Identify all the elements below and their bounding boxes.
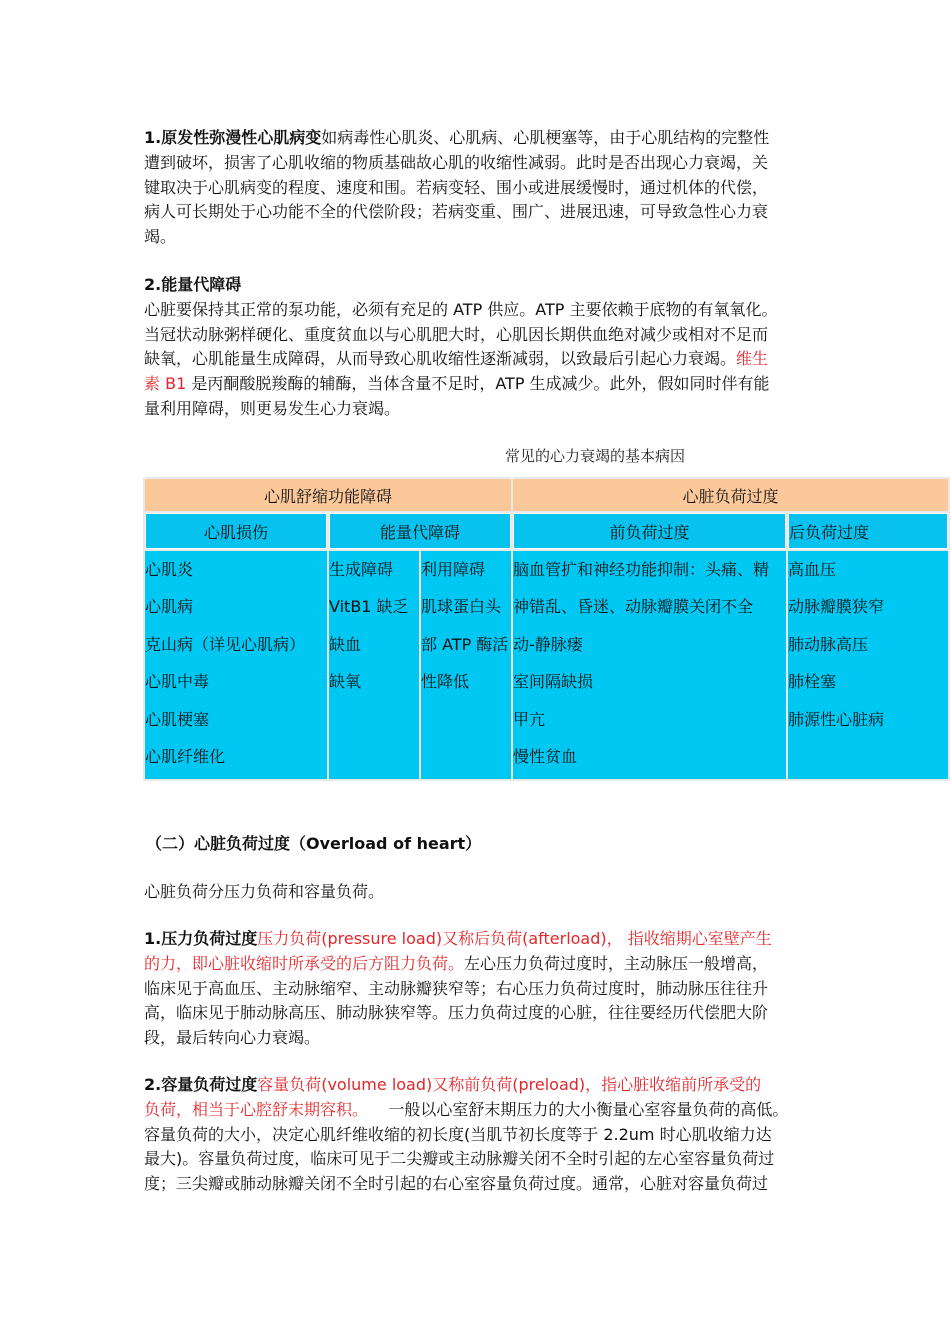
cell-afterload [788, 551, 948, 779]
table-item: 高血压 [788, 560, 837, 579]
table-item: 生成障碍 [329, 560, 394, 579]
table-item: 心肌病 [145, 597, 194, 617]
table-item: 心肌梗塞 [145, 709, 210, 729]
text-line: 高，临床见于肺动脉高压、肺动脉狭窄等。压力负荷过度的心脏，往往要经历代偿肥大阶 [144, 1003, 769, 1023]
text-line: 最大)。容量负荷过度，临床可见于二尖瓣或主动脉瓣关闭不全时引起的左心室容量负荷过 [144, 1149, 775, 1169]
heading-pressure-load: 1.压力负荷过度 [144, 929, 258, 948]
highlight-pressure-def-cont: 的力，即心脏收缩时所承受的后方阻力负荷。 [144, 953, 465, 973]
highlight-vitamin: 维生 [736, 349, 769, 369]
table-item: 肌球蛋白头 [421, 597, 502, 617]
table-item: 心肌纤维化 [145, 747, 226, 767]
sub-header-afterload: 后负荷过度 [788, 513, 948, 549]
table-item: 缺氧 [329, 672, 362, 692]
text-line: 临床见于高血压、主动脉缩窄、主动脉瓣狭窄等；右心压力负荷过度时，肺动脉压往往升 [144, 978, 769, 998]
highlight-volume-def-cont: 负荷，相当于心腔舒末期容积。 [144, 1099, 369, 1119]
text-line: 键取决于心肌病变的程度、速度和围。若病变轻、围小或进展缓慢时，通过机体的代偿， [144, 177, 769, 197]
text-line: 度；三尖瓣或肺动脉瓣关闭不全时引起的右心室容量负荷过度。通常，心脏对容量负荷过 [144, 1174, 769, 1194]
table-item: 肺栓塞 [788, 672, 837, 692]
paragraph-volume-load [144, 1073, 824, 1197]
text-line: 遭到破坏，损害了心肌收缩的物质基础故心肌的收缩性减弱。此时是否出现心力衰竭，关 [144, 152, 769, 172]
sub-header-preload: 前负荷过度 [513, 513, 786, 549]
text-line: 缺氧，心肌能量生成障碍，从而导致心肌收缩性逐渐减弱，以致最后引起心力衰竭。 [144, 349, 737, 369]
text-line: 左心压力负荷过度时，主动脉压一般增高， [464, 953, 769, 973]
text-line: 段，最后转向心力衰竭。 [144, 1028, 321, 1048]
table-item: 脑血管扩和神经功能抑制：头痛、精 [513, 560, 770, 579]
highlight-volume-def: 容量负荷(volume load)又称前负荷(preload)，指心脏收缩前所承受的 [257, 1075, 762, 1094]
text-line: 如病毒性心肌炎、心肌病、心肌梗塞等，由于心肌结构的完整性 [321, 128, 770, 147]
table-item: VitB1 缺乏 [329, 597, 409, 617]
text-line: 病人可长期处于心功能不全的代偿阶段；若病变重、围广、进展迅速，可导致急性心力衰 [144, 202, 769, 222]
heart-failure-causes-table [143, 477, 950, 781]
text-line: 量利用障碍，则更易发生心力衰竭。 [144, 398, 401, 418]
group-header-overload: 心脏负荷过度 [513, 479, 948, 511]
table-item: 克山病（详见心肌病） [145, 634, 306, 654]
heading-energy-metabolism: 2.能量代障碍 [144, 275, 242, 294]
paragraph-myocardial-lesion [144, 126, 809, 250]
table-item: 神错乱、昏迷、动脉瓣膜关闭不全 [513, 597, 754, 617]
cell-production-disorder [329, 551, 419, 779]
table-item: 利用障碍 [421, 560, 486, 579]
table-item: 性降低 [421, 672, 470, 692]
overload-intro: 心脏负荷分压力负荷和容量负荷。 [144, 882, 385, 901]
table-item: 心肌炎 [145, 560, 194, 579]
table-item: 甲亢 [513, 709, 546, 729]
text-line: 一般以心室舒末期压力的大小衡量心室容量负荷的高低。 [368, 1099, 789, 1119]
cell-preload [513, 551, 786, 779]
heading-myocardial-lesion: 1.原发性弥漫性心肌病变 [144, 128, 322, 147]
section-heading-overload: （二）心脏负荷过度（Overload of heart） [146, 834, 482, 853]
table-item: 慢性贫血 [513, 747, 578, 767]
text-line: 是丙酮酸脱羧酶的辅酶，当体含量不足时，ATP 生成减少。此外，假如同时伴有能 [186, 374, 770, 394]
paragraph-pressure-load [144, 927, 809, 1051]
text-line: 当冠状动脉粥样硬化、重度贫血以与心肌肥大时，心肌因长期供血绝对减少或相对不足而 [144, 324, 769, 344]
heading-volume-load: 2.容量负荷过度 [144, 1075, 258, 1094]
sub-header-myocardial-damage: 心肌损伤 [145, 513, 327, 549]
table-item: 室间隔缺损 [513, 672, 594, 692]
table-item: 部 ATP 酶活 [421, 634, 509, 654]
table-item: 动-静脉瘘 [513, 634, 583, 654]
table-caption: 常见的心力衰竭的基本病因 [505, 447, 686, 465]
highlight-pressure-def: 压力负荷(pressure load)又称后负荷(afterload)， 指收缩期心室壁产生 [257, 929, 772, 948]
table-item: 肺动脉高压 [788, 634, 869, 654]
highlight-vitamin-b1: 素 B1 [144, 374, 187, 394]
cell-utilization-disorder [421, 551, 511, 779]
sub-header-energy-metabolism: 能量代障碍 [329, 513, 511, 549]
group-header-contractile: 心肌舒缩功能障碍 [145, 479, 511, 511]
table-item: 动脉瓣膜狭窄 [788, 597, 885, 617]
text-line: 容量负荷的大小，决定心肌纤维收缩的初长度(当肌节初长度等于 2.2um 时心肌收缩力达 [144, 1124, 772, 1144]
text-line: 竭。 [144, 227, 177, 247]
table-item: 肺源性心脏病 [788, 709, 885, 729]
paragraph-energy-metabolism [144, 273, 809, 422]
table-item: 心肌中毒 [145, 672, 210, 692]
text-line: 心脏要保持其正常的泵功能，必须有充足的 ATP 供应。ATP 主要依赖于底物的有氧氧化。 [144, 299, 778, 319]
table-item: 缺血 [329, 634, 362, 654]
cell-myocardial-damage [145, 551, 327, 779]
